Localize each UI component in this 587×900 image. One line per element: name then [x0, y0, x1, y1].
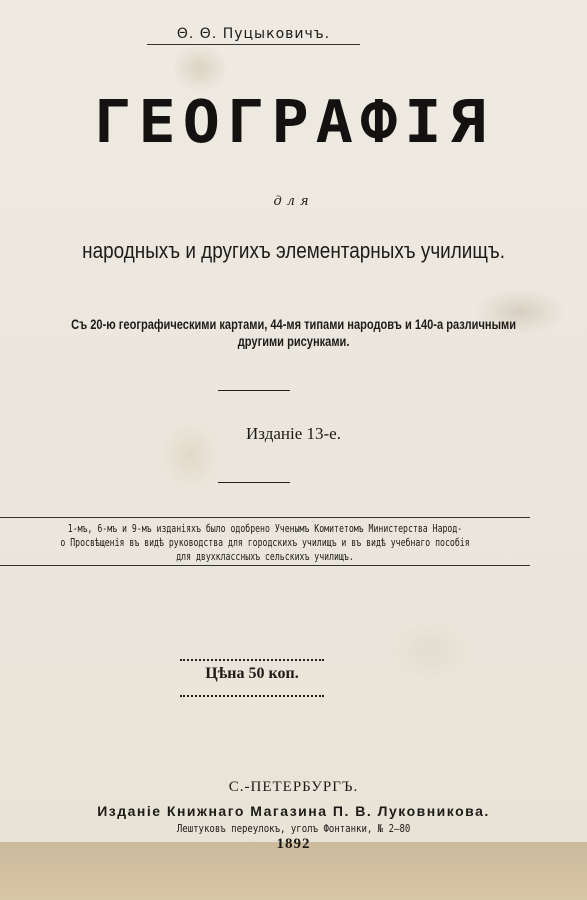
publication-city: С.-ПЕТЕРБУРГЪ.: [228, 779, 359, 795]
subtitle: народныхъ и другихъ элементарныхъ училищъ.: [82, 238, 506, 263]
publisher-address: Лештуковъ переулокъ, уголъ Фонтанки, № 2—80: [176, 822, 411, 835]
price-label: Цѣна 50 коп.: [205, 665, 299, 682]
approval-line-1: 1-мъ, 6-мъ и 9-мъ изданіяхъ было одобрено Ученымъ Комитетомъ Министерства Народ-: [67, 523, 463, 535]
author-name: Θ. Θ. Пуцыковичъ.: [147, 26, 360, 45]
approval-notice: [58, 522, 471, 564]
publication-year: 1892: [276, 836, 311, 852]
features-line-2: другими рисунками.: [237, 334, 350, 349]
divider-rule-lower: [218, 482, 290, 483]
main-title: ГЕОГРАФІЯ: [94, 86, 493, 157]
divider-rule-upper: [218, 390, 290, 391]
title-preposition: для: [273, 194, 314, 209]
features-description: [53, 316, 534, 350]
approval-line-3: для двухклассныхъ сельскихъ училищъ.: [176, 551, 354, 563]
features-line-1: Съ 20-ю географическими картами, 44-мя типами народовъ и 140-а различными: [71, 317, 517, 332]
publisher-line: Изданіе Книжнаго Магазина П. В. Луковникова.: [97, 803, 490, 819]
approval-line-2: о Просвѣщенія въ видѣ руководства для городскихъ училищъ и въ видѣ учебнаго пособія: [60, 537, 470, 549]
edition-label: Изданіе 13-е.: [246, 424, 341, 443]
